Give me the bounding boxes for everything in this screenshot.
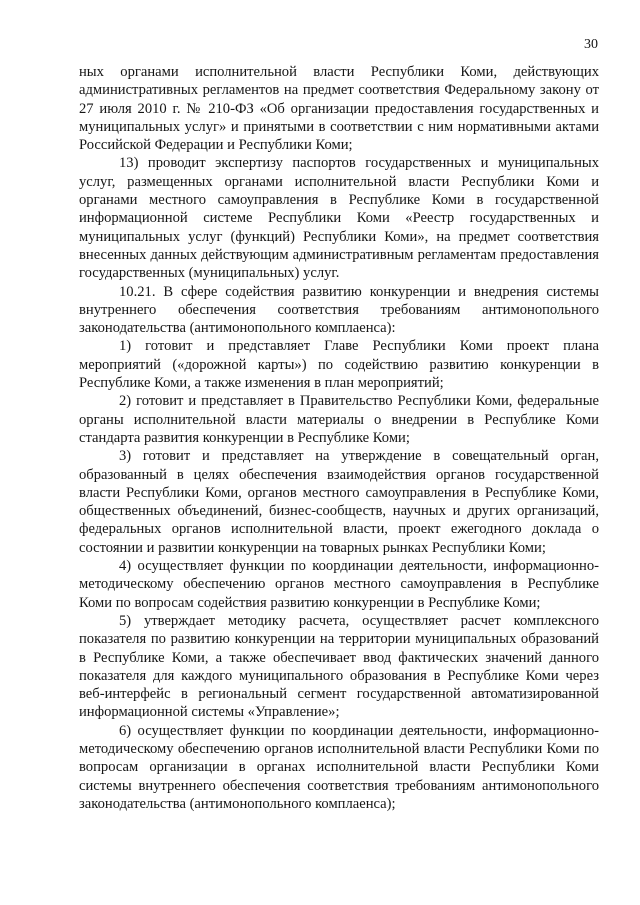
paragraph-item-5: 5) утверждает методику расчета, осуществляет расчет комплексного показателя по развитию конкуренции на территории муниципальных образований в Республике Коми, а также обеспечивает ввод фактических значений данного показателя для каждого муниципального образования в Республике Коми через веб-интерфейс в региональный сегмент государственной автоматизированной информационной системы «Управление»; (79, 612, 599, 721)
paragraph-item-3: 3) готовит и представляет на утверждение в совещательный орган, образованный в целях обеспечения взаимодействия органов государственной власти Республики Коми, органов местного самоуправления в Республике Коми, общественных объединений, бизнес-сообществ, научных и других организаций, федеральных органов исполнительной власти, проект ежегодного доклада о состоянии и развитии конкуренции на товарных рынках Республики Коми; (79, 448, 599, 556)
paragraph-item-1: 1) готовит и представляет Главе Республики Коми проект плана мероприятий («дорожной карты») по содействию развитию конкуренции в Республике Коми, а также изменения в план мероприятий; (79, 338, 599, 392)
paragraph-continuation: ных органами исполнительной власти Республики Коми, действующих административных регламентов на предмет соответствия Федеральному закону от 27 июля 2010 г. № 210-ФЗ «Об организации предоставления государственных и муниципальных услуг» и принятыми в соответствии с ним нормативными актами Российской Федерации и Республики Коми; (79, 64, 599, 154)
paragraph-item-6: 6) осуществляет функции по координации деятельности, информационно-методическому обеспечению органов исполнительной власти Республики Коми по вопросам организации в органах исполнительной власти Республики Коми системы внутреннего обеспечения соответствия требованиям антимонопольного законодательства (антимонопольного комплаенса); (79, 722, 599, 812)
paragraph-section-10-21: 10.21. В сфере содействия развитию конкуренции и внедрения системы внутреннего обеспечения соответствия требованиям антимонопольного законодательства (антимонопольного комплаенса): (79, 283, 599, 337)
document-body (79, 63, 599, 813)
page-number: 30 (584, 37, 598, 52)
paragraph-item-13: 13) проводит экспертизу паспортов государственных и муниципальных услуг, размещенных органами исполнительной власти Республики Коми и органами местного самоуправления в Республике Коми в государственной информационной системе Республики Коми «Реестр государственных и муниципальных услуг (функций) Республики Коми», на предмет соответствия внесенных данных действующим административным регламентам предоставления государственных (муниципальных) услуг. (79, 155, 599, 282)
paragraph-item-4: 4) осуществляет функции по координации деятельности, информационно-методическому обеспечению органов местного самоуправления в Республике Коми по вопросам содействия развитию конкуренции в Республике Коми; (79, 558, 599, 611)
paragraph-item-2: 2) готовит и представляет в Правительство Республики Коми, федеральные органы исполнительной власти материалы о внедрении в Республике Коми стандарта развития конкуренции в Республике Коми; (79, 393, 599, 446)
